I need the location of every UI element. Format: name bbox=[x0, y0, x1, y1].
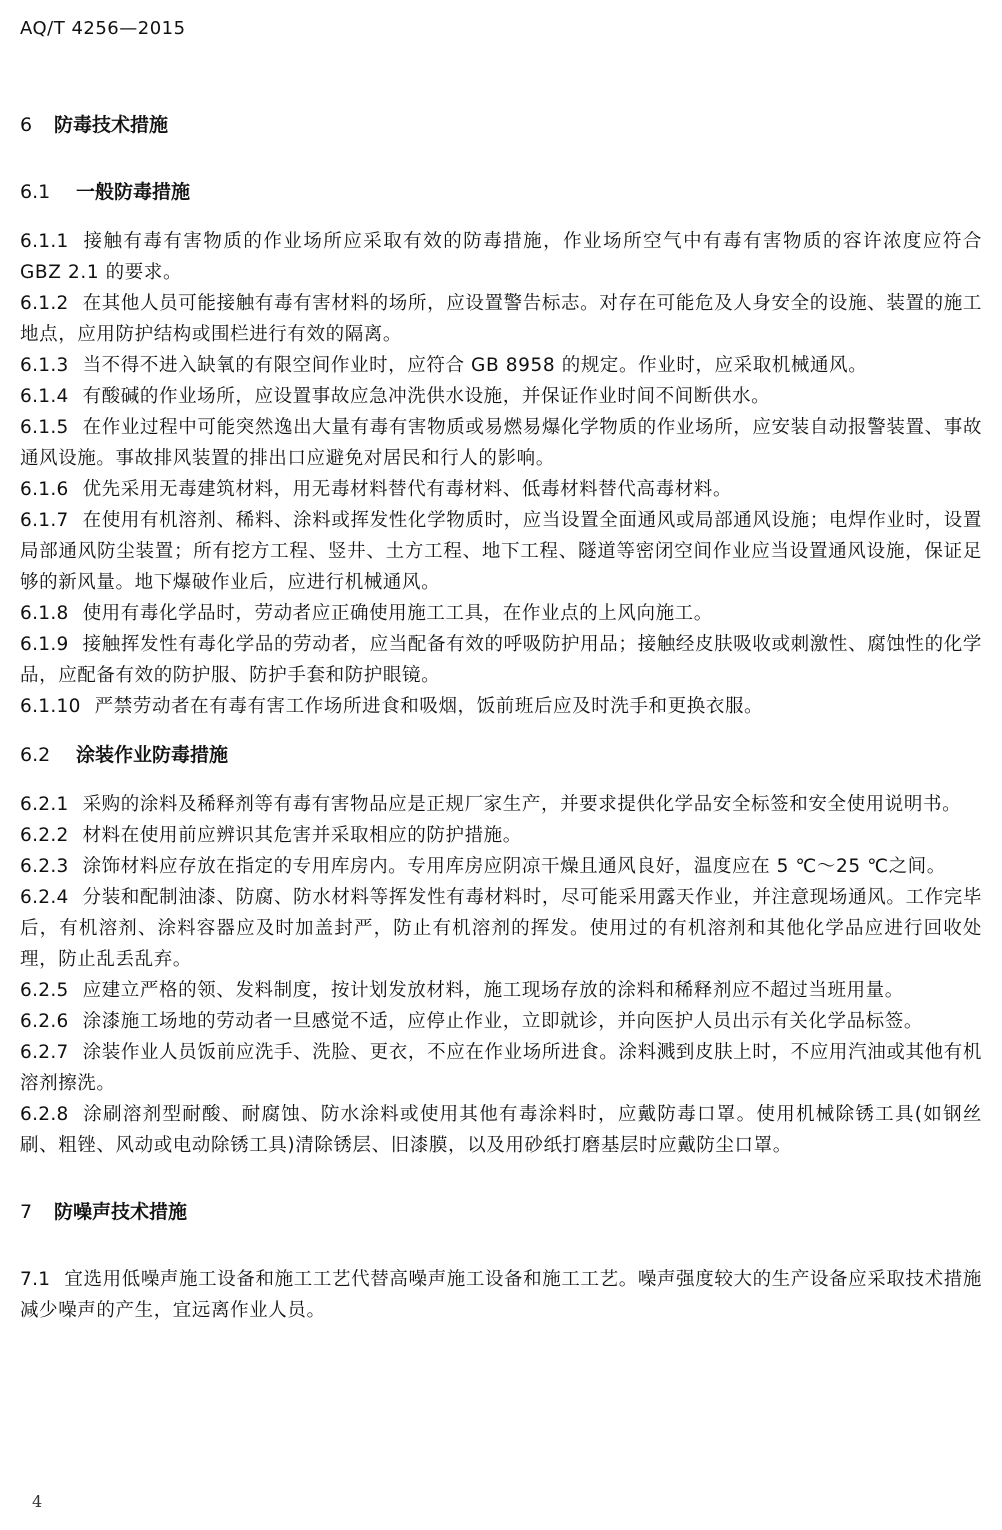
clause-paragraph bbox=[20, 820, 982, 851]
clause-text: 当不得不进入缺氧的有限空间作业时，应符合 GB 8958 的规定。作业时，应采取机械通风。 bbox=[82, 355, 868, 376]
clause-number: 6.1.2 bbox=[20, 293, 69, 314]
clause-number: 6.1.10 bbox=[20, 696, 81, 717]
clause-number: 6.2.4 bbox=[20, 887, 69, 908]
clause-number: 6.2.3 bbox=[20, 856, 69, 877]
clause-text: 在使用有机溶剂、稀料、涂料或挥发性化学物质时，应当设置全面通风或局部通风设施；电焊作业时，设置局部通风防尘装置；所有挖方工程、竖井、土方工程、地下工程、隧道等密闭空间作业应当设置通风设施，保证足够的新风量。地下爆破作业后，应进行机械通风。 bbox=[20, 510, 982, 593]
clause-text: 分装和配制油漆、防腐、防水材料等挥发性有毒材料时，尽可能采用露天作业，并注意现场通风。工作完毕后，有机溶剂、涂料容器应及时加盖封严，防止有机溶剂的挥发。使用过的有机溶剂和其他化学品应进行回收处理，防止乱丢乱弃。 bbox=[20, 887, 982, 970]
clause-number: 6.1.6 bbox=[20, 479, 69, 500]
clause-paragraph bbox=[20, 851, 982, 882]
clause-number: 6.2.5 bbox=[20, 980, 69, 1001]
clause-text: 涂刷溶剂型耐酸、耐腐蚀、防水涂料或使用其他有毒涂料时，应戴防毒口罩。使用机械除锈工具(如钢丝刷、粗锉、风动或电动除锈工具)清除锈层、旧漆膜，以及用砂纸打磨基层时应戴防尘口罩。 bbox=[20, 1104, 982, 1156]
clause-paragraph bbox=[20, 691, 982, 722]
clause-paragraph bbox=[20, 381, 982, 412]
clause-number: 6.1.7 bbox=[20, 510, 69, 531]
document-body bbox=[20, 110, 982, 1326]
standard-code-header: AQ/T 4256—2015 bbox=[20, 18, 186, 39]
clause-paragraph bbox=[20, 226, 982, 288]
clause-number: 6.2.2 bbox=[20, 825, 69, 846]
clause-number: 6.2.8 bbox=[20, 1104, 69, 1125]
clause-number: 6.2.1 bbox=[20, 794, 69, 815]
section-number: 7 bbox=[20, 1201, 33, 1223]
clause-number: 6.2.7 bbox=[20, 1042, 69, 1063]
clause-text: 材料在使用前应辨识其危害并采取相应的防护措施。 bbox=[82, 825, 522, 846]
clause-paragraph bbox=[20, 1099, 982, 1161]
clause-text: 接触有毒有害物质的作业场所应采取有效的防毒措施，作业场所空气中有毒有害物质的容许浓度应符合 GBZ 2.1 的要求。 bbox=[20, 231, 982, 283]
clause-number: 6.1.3 bbox=[20, 355, 69, 376]
clause-paragraph bbox=[20, 474, 982, 505]
clause-paragraph bbox=[20, 1264, 982, 1326]
section-heading bbox=[20, 1197, 982, 1228]
clause-text: 在作业过程中可能突然逸出大量有毒有害物质或易燃易爆化学物质的作业场所，应安装自动报警装置、事故通风设施。事故排风装置的排出口应避免对居民和行人的影响。 bbox=[20, 417, 982, 469]
clause-number: 6.1.9 bbox=[20, 634, 69, 655]
clause-text: 严禁劳动者在有毒有害工作场所进食和吸烟，饭前班后应及时洗手和更换衣服。 bbox=[94, 696, 764, 717]
clause-paragraph bbox=[20, 505, 982, 598]
clause-paragraph bbox=[20, 975, 982, 1006]
clause-text: 接触挥发性有毒化学品的劳动者，应当配备有效的呼吸防护用品；接触经皮肤吸收或刺激性、腐蚀性的化学品，应配备有效的防护服、防护手套和防护眼镜。 bbox=[20, 634, 982, 686]
subsection-heading bbox=[20, 177, 982, 208]
clause-text: 在其他人员可能接触有毒有害材料的场所，应设置警告标志。对存在可能危及人身安全的设施、装置的施工地点，应用防护结构或围栏进行有效的隔离。 bbox=[20, 293, 982, 345]
clause-paragraph bbox=[20, 412, 982, 474]
clause-number: 6.2.6 bbox=[20, 1011, 69, 1032]
subsection-title: 涂装作业防毒措施 bbox=[76, 744, 229, 766]
clause-number: 6.1.1 bbox=[20, 231, 69, 252]
clause-paragraph bbox=[20, 598, 982, 629]
clause-text: 使用有毒化学品时，劳动者应正确使用施工工具，在作业点的上风向施工。 bbox=[82, 603, 713, 624]
subsection-number: 6.2 bbox=[20, 744, 51, 766]
section-title: 防噪声技术措施 bbox=[54, 1201, 188, 1223]
clause-paragraph bbox=[20, 629, 982, 691]
clause-paragraph bbox=[20, 882, 982, 975]
clause-text: 涂漆施工场地的劳动者一旦感觉不适，应停止作业，立即就诊，并向医护人员出示有关化学品标签。 bbox=[82, 1011, 923, 1032]
clause-number: 7.1 bbox=[20, 1269, 51, 1290]
page-number: 4 bbox=[32, 1492, 43, 1511]
section-title: 防毒技术措施 bbox=[54, 114, 169, 136]
section-heading bbox=[20, 110, 982, 141]
clause-text: 应建立严格的领、发料制度，按计划发放材料，施工现场存放的涂料和稀释剂应不超过当班用量。 bbox=[82, 980, 904, 1001]
clause-paragraph bbox=[20, 789, 982, 820]
clause-paragraph bbox=[20, 350, 982, 381]
subsection-title: 一般防毒措施 bbox=[76, 181, 191, 203]
clause-text: 优先采用无毒建筑材料，用无毒材料替代有毒材料、低毒材料替代高毒材料。 bbox=[82, 479, 732, 500]
clause-text: 采购的涂料及稀释剂等有毒有害物品应是正规厂家生产，并要求提供化学品安全标签和安全使用说明书。 bbox=[82, 794, 962, 815]
clause-paragraph bbox=[20, 1006, 982, 1037]
clause-text: 有酸碱的作业场所，应设置事故应急冲洗供水设施，并保证作业时间不间断供水。 bbox=[82, 386, 771, 407]
clause-paragraph bbox=[20, 1037, 982, 1099]
clause-number: 6.1.5 bbox=[20, 417, 69, 438]
section-number: 6 bbox=[20, 114, 33, 136]
clause-text: 宜选用低噪声施工设备和施工工艺代替高噪声施工设备和施工工艺。噪声强度较大的生产设备应采取技术措施减少噪声的产生，宜远离作业人员。 bbox=[20, 1269, 982, 1321]
clause-paragraph bbox=[20, 288, 982, 350]
clause-text: 涂装作业人员饭前应洗手、洗脸、更衣，不应在作业场所进食。涂料溅到皮肤上时，不应用汽油或其他有机溶剂擦洗。 bbox=[20, 1042, 982, 1094]
clause-number: 6.1.4 bbox=[20, 386, 69, 407]
subsection-number: 6.1 bbox=[20, 181, 51, 203]
clause-number: 6.1.8 bbox=[20, 603, 69, 624]
subsection-heading bbox=[20, 740, 982, 771]
clause-text: 涂饰材料应存放在指定的专用库房内。专用库房应阴凉干燥且通风良好，温度应在 5 ℃～25 ℃之间。 bbox=[82, 856, 946, 877]
